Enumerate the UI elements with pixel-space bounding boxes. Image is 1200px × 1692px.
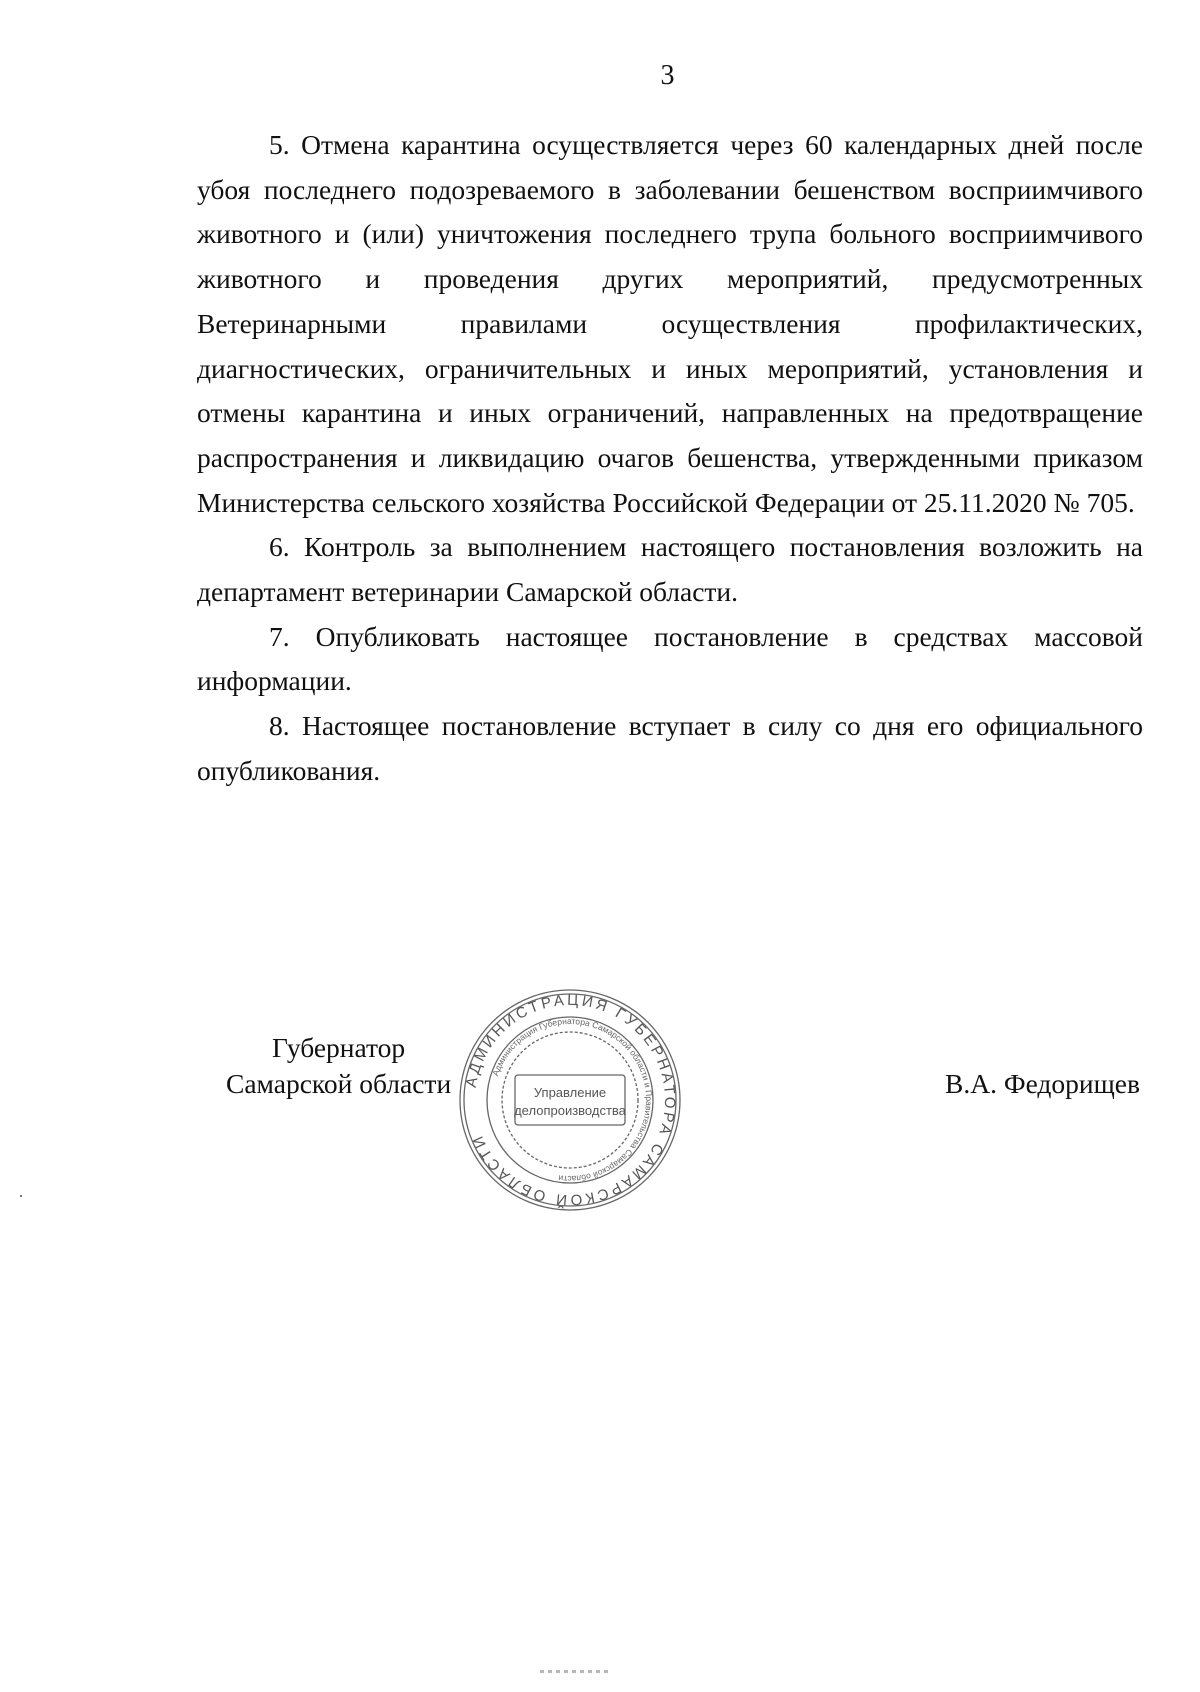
stamp-outer-text: АДМИНИСТРАЦИЯ ГУБЕРНАТОРА САМАРСКОЙ ОБЛАСТИ: [462, 991, 679, 1209]
signer-title-line1: Губернатор: [271, 1032, 406, 1063]
paragraph-7: 7. Опубликовать настоящее постановление в средствах массовой информации.: [197, 620, 1143, 697]
paragraph-5: 5. Отмена карантина осуществляется через 60 календарных дней после убоя последнего подозреваемого в заболевании бешенством восприимчивого животного и (или) уничтожения последнего трупа больного восприимчивого животного и проведения других мероприятий, предусмотренных Ветеринарными правилами осуществления профилактических, диагностических, ограничительных и иных мероприятий, установления и отмены карантина и иных ограничений, направленных на предотвращение распространения и ликвидацию очагов бешенства, утвержденными приказом Министерства сельского хозяйства Российской Федерации от 25.11.2020 № 705.: [197, 129, 1143, 518]
document-body: [197, 123, 1143, 794]
stamp-center-line2: делопроизводства: [514, 1103, 626, 1118]
page-number: 3: [660, 60, 675, 91]
stamp-ring-text: Администрация Губернатора Самарской области и Правительства Самарской области: [490, 1015, 655, 1185]
stamp-center-line1: Управление: [533, 1085, 607, 1100]
scan-smudge: [540, 1670, 610, 1673]
signer-title: [226, 1030, 451, 1102]
scan-speck: [20, 1195, 22, 1197]
signer-name: В.А. Федорищев: [945, 1068, 1140, 1099]
paragraph-8: 8. Настоящее постановление вступает в силу со дня его официального опубликования.: [197, 710, 1143, 786]
official-seal-stamp: [455, 985, 685, 1215]
paragraph-6: 6. Контроль за выполнением настоящего постановления возложить на департамент ветеринарии Самарской области.: [197, 531, 1143, 608]
signer-title-line2: Самарской области: [226, 1068, 452, 1099]
